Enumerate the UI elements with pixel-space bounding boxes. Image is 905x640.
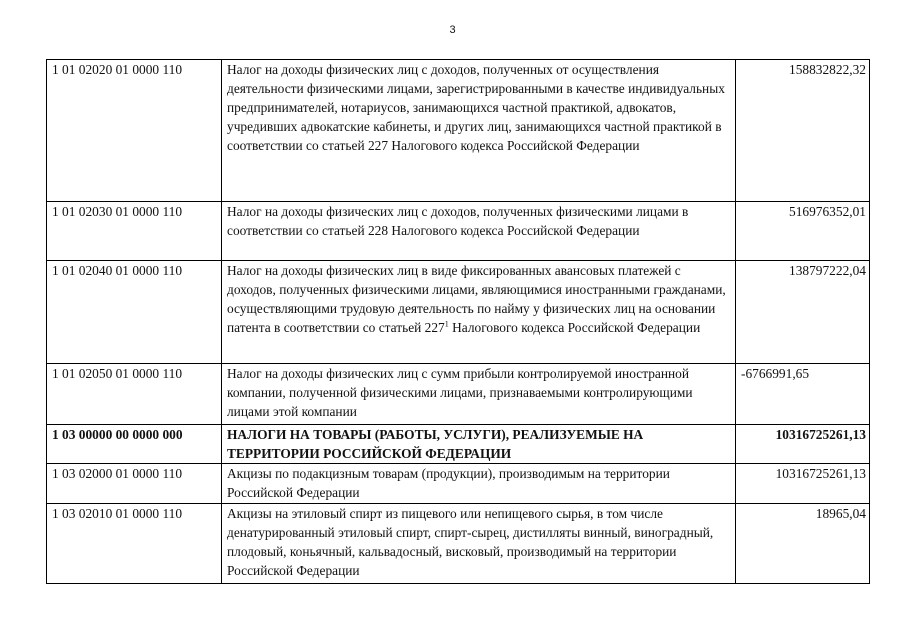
row-description: Акцизы на этиловый спирт из пищевого или непищевого сырья, в том числе денатурированный этиловый спирт, спирт-сырец, дистилляты винный, виноградный, плодовый, коньячный, кальвадосный, висковый, производимый на территории Российской Федерации [222, 504, 736, 584]
row-amount: 18965,04 [736, 504, 870, 584]
row-description: Налог на доходы физических лиц с доходов, полученных физическими лицами в соответствии со статьей 228 Налогового кодекса Российской Федерации [222, 202, 736, 261]
table-row [47, 202, 870, 261]
row-description: Акцизы по подакцизным товарам (продукции), производимым на территории Российской Федерации [222, 464, 736, 504]
row-description: Налог на доходы физических лиц с доходов, полученных от осуществления деятельности физическими лицами, зарегистрированными в качестве индивидуальных предпринимателей, нотариусов, занимающихся частной практикой, адвокатов, учредивших адвокатские кабинеты, и других лиц, занимающихся частной практикой в соответствии со статьей 227 Налогового кодекса Российской Федерации [222, 60, 736, 202]
row-code: 1 01 02020 01 0000 110 [47, 60, 222, 202]
row-code: 1 03 02000 01 0000 110 [47, 464, 222, 504]
row-amount: -6766991,65 [736, 364, 870, 425]
row-description [222, 261, 736, 364]
row-code: 1 03 02010 01 0000 110 [47, 504, 222, 584]
table-row [47, 261, 870, 364]
row-code: 1 01 02030 01 0000 110 [47, 202, 222, 261]
row-description-tail: Налогового кодекса Российской Федерации [448, 320, 701, 335]
row-code: 1 01 02040 01 0000 110 [47, 261, 222, 364]
table-row [47, 364, 870, 425]
row-amount: 10316725261,13 [736, 464, 870, 504]
table-row-section [47, 425, 870, 464]
page-number: 3 [449, 24, 456, 36]
table-row [47, 504, 870, 584]
table-row [47, 60, 870, 202]
row-amount: 158832822,32 [736, 60, 870, 202]
row-description-main: Налог на доходы физических лиц в виде фиксированных авансовых платежей с доходов, полученных физическими лицами, являющимися иностранными гражданами, осуществляющими трудовую деятельность по найму у физических лиц на основании патента в соответствии со статьей 227 [227, 263, 726, 335]
footnote-mark: 1 [444, 319, 449, 329]
revenue-table [46, 59, 870, 584]
row-code: 1 03 00000 00 0000 000 [47, 425, 222, 464]
row-amount: 138797222,04 [736, 261, 870, 364]
row-description: НАЛОГИ НА ТОВАРЫ (РАБОТЫ, УСЛУГИ), РЕАЛИЗУЕМЫЕ НА ТЕРРИТОРИИ РОССИЙСКОЙ ФЕДЕРАЦИИ [222, 425, 736, 464]
table-row [47, 464, 870, 504]
row-amount: 10316725261,13 [736, 425, 870, 464]
row-description: Налог на доходы физических лиц с сумм прибыли контролируемой иностранной компании, полученной физическими лицами, признаваемыми контролирующими лицами этой компании [222, 364, 736, 425]
row-code: 1 01 02050 01 0000 110 [47, 364, 222, 425]
row-amount: 516976352,01 [736, 202, 870, 261]
